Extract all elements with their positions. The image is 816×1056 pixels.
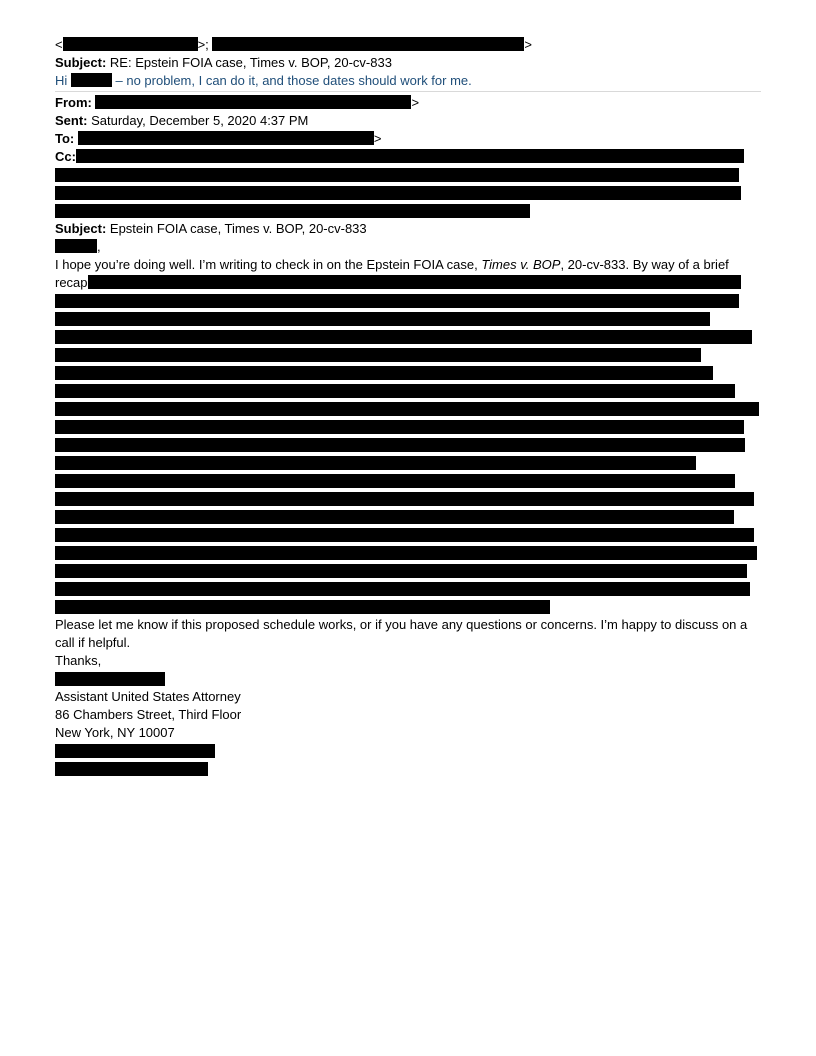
signature-address-1: 86 Chambers Street, Third Floor — [55, 707, 242, 722]
redaction-bar — [76, 149, 744, 163]
redaction-bar — [55, 564, 747, 578]
redaction-bar — [55, 600, 550, 614]
body-intro — [55, 256, 761, 274]
redaction-bar — [55, 546, 757, 560]
case-name: Times v. BOP — [481, 257, 561, 272]
body-intro-part1: I hope you’re doing well. I’m writing to check in on the Epstein FOIA case, — [55, 257, 482, 272]
redaction-bar — [55, 492, 754, 506]
sent-label: Sent: — [55, 113, 88, 128]
redaction-bar — [55, 168, 739, 182]
redaction-bar — [71, 73, 112, 87]
to-line — [55, 130, 761, 148]
redaction-bar — [55, 474, 735, 488]
redaction-bar — [55, 762, 208, 776]
thanks: Thanks, — [55, 653, 102, 668]
cc-line — [55, 148, 761, 166]
original-subject-line — [55, 220, 761, 238]
sent-value: Saturday, December 5, 2020 4:37 PM — [87, 113, 309, 128]
original-subject: Epstein FOIA case, Times v. BOP, 20-cv-833 — [106, 221, 367, 236]
cc-continued — [55, 184, 761, 202]
redaction-bar — [55, 456, 696, 470]
close-angle: > — [524, 37, 533, 52]
redaction-bar — [55, 312, 710, 326]
redaction-bar — [55, 204, 530, 218]
signature-title: Assistant United States Attorney — [55, 689, 241, 704]
redaction-bar — [55, 528, 754, 542]
signature-address-2: New York, NY 10007 — [55, 725, 175, 740]
redaction-bar — [55, 402, 759, 416]
body-recap: recap — [55, 275, 88, 290]
redaction-bar — [55, 186, 741, 200]
redaction-bar — [55, 384, 735, 398]
to-label: To: — [55, 131, 75, 146]
body-recap-line — [55, 274, 761, 292]
closing-paragraph: Please let me know if this proposed schedule works, or if you have any questions or concerns. I’m happy to discuss on a call if helpful. — [55, 617, 748, 650]
redaction-bar — [63, 37, 198, 51]
redaction-bar — [55, 510, 734, 524]
redaction-bar — [55, 348, 701, 362]
from-label: From: — [55, 95, 92, 110]
reply-subject-line — [55, 54, 761, 72]
subject-label: Subject: — [55, 55, 107, 70]
cc-continued — [55, 202, 761, 220]
redaction-bar — [55, 366, 713, 380]
reply-body — [55, 72, 761, 90]
reply-greeting: Hi — [55, 73, 71, 88]
redaction-bar — [55, 744, 215, 758]
redaction-bar — [55, 420, 744, 434]
from-close: > — [411, 95, 420, 110]
to-close: > — [373, 131, 382, 146]
cc-label: Cc: — [55, 149, 76, 164]
email-document — [55, 36, 761, 778]
redaction-bar — [95, 95, 411, 109]
redaction-bar — [55, 239, 97, 253]
reply-text: – no problem, I can do it, and those dates should work for me. — [111, 73, 472, 88]
redacted-body — [55, 292, 761, 616]
salutation-comma: , — [97, 239, 101, 254]
signature-name — [55, 670, 761, 688]
sent-line — [55, 112, 761, 130]
body-intro-part2: , 20-cv-833. By way of a brief — [560, 257, 729, 272]
separator: >; — [197, 37, 213, 52]
redaction-bar — [55, 438, 745, 452]
divider — [55, 91, 761, 92]
salutation — [55, 238, 761, 256]
redaction-bar — [55, 582, 750, 596]
redaction-bar — [212, 37, 524, 51]
redaction-bar — [55, 672, 165, 686]
redaction-bar — [88, 275, 741, 289]
reply-subject: RE: Epstein FOIA case, Times v. BOP, 20-cv-833 — [106, 55, 392, 70]
open-angle: < — [55, 37, 63, 52]
signature-contact — [55, 760, 761, 778]
redaction-bar — [78, 131, 374, 145]
from-line — [55, 94, 761, 112]
signature-contact — [55, 742, 761, 760]
redaction-bar — [55, 294, 739, 308]
redaction-bar — [55, 330, 752, 344]
subject-label: Subject: — [55, 221, 107, 236]
cc-continued — [55, 166, 761, 184]
recipients-line — [55, 36, 761, 54]
